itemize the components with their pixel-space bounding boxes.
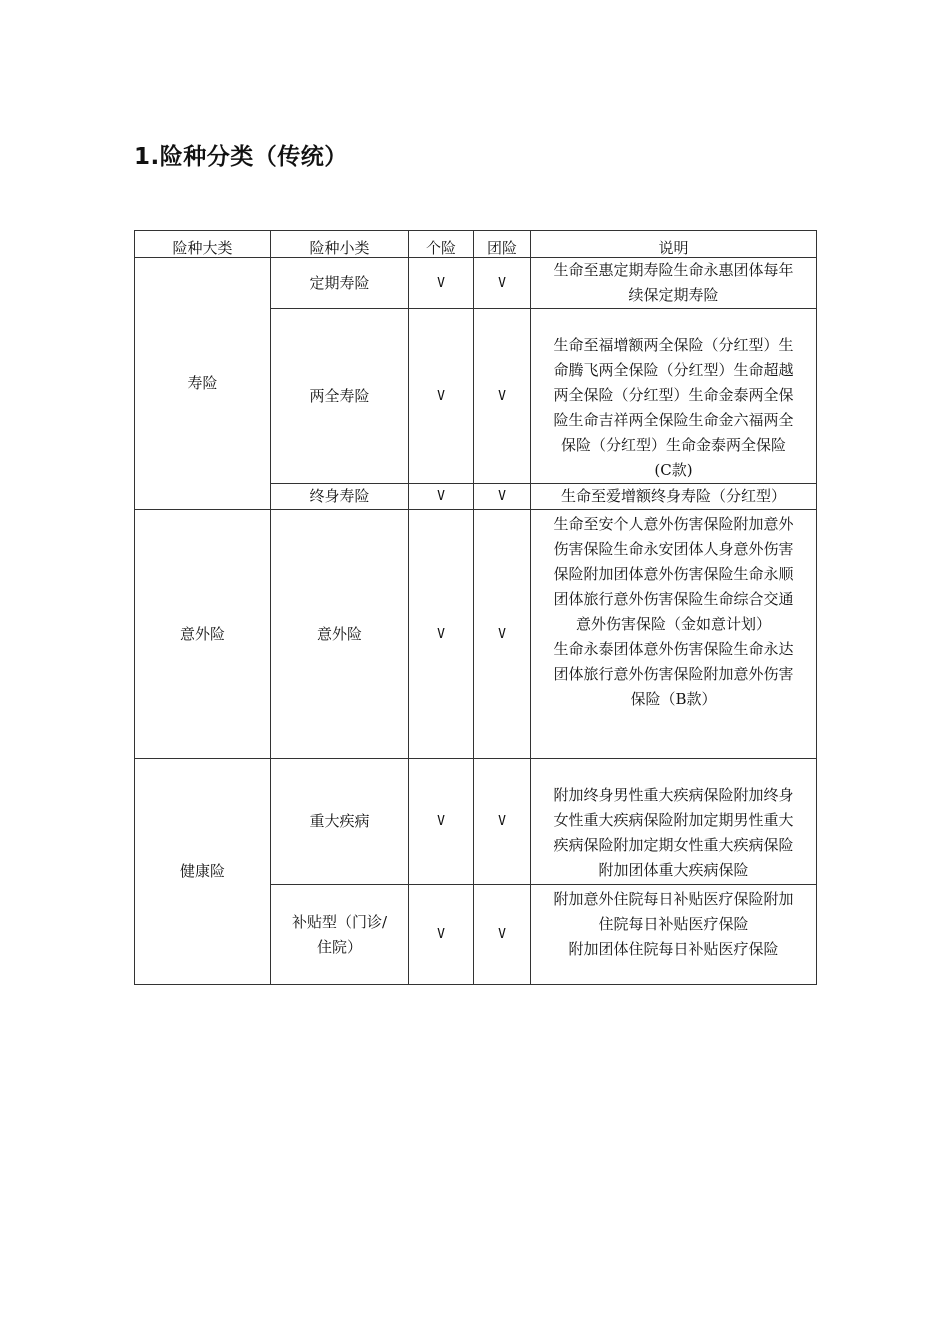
group-mark: V (474, 510, 531, 759)
subtype-cell: 意外险 (271, 510, 409, 759)
group-mark: V (474, 258, 531, 309)
individual-mark: V (409, 759, 474, 885)
description-line: 团体旅行意外伤害保险附加意外伤害 (553, 665, 794, 683)
description-line: 团体旅行意外伤害保险生命综合交通 (553, 590, 794, 608)
subtype-cell: 定期寿险 (271, 258, 409, 309)
description-line: 两全保险（分红型）生命金泰两全保 (553, 386, 794, 404)
subtype-cell: 两全寿险 (271, 309, 409, 484)
subtype-line: 补贴型（门诊/ (291, 912, 388, 931)
table-row (135, 759, 817, 885)
header-subtype: 险种小类 (271, 231, 409, 258)
group-mark: V (474, 484, 531, 510)
category-cell-life: 寿险 (135, 258, 271, 510)
description-line: 附加团体住院每日补贴医疗保险 (568, 940, 779, 958)
category-cell-accident: 意外险 (135, 510, 271, 759)
individual-mark: V (409, 510, 474, 759)
header-category: 险种大类 (135, 231, 271, 258)
subtype-cell (271, 885, 409, 985)
description-line: 保险（分红型）生命金泰两全保险 (560, 436, 786, 454)
header-individual: 个险 (409, 231, 474, 258)
description-line: 附加团体重大疾病保险 (598, 860, 749, 879)
description-line: 附加意外住院每日补贴医疗保险附加 (553, 890, 794, 908)
description-line: 生命永泰团体意外伤害保险生命永达 (553, 640, 794, 658)
group-mark: V (474, 759, 531, 885)
description-line: 附加终身男性重大疾病保险附加终身 (553, 785, 794, 804)
description-cell (531, 510, 817, 759)
description-line: 生命至福增额两全保险（分红型）生 (553, 336, 794, 354)
description-line: 生命至惠定期寿险生命永惠团体每年 (553, 261, 794, 279)
header-description: 说明 (531, 231, 817, 258)
description-line: 伤害保险生命永安团体人身意外伤害 (553, 540, 794, 558)
insurance-classification-table (134, 230, 817, 985)
description-cell (531, 309, 817, 484)
header-group: 团险 (474, 231, 531, 258)
description-cell (531, 258, 817, 309)
subtype-cell: 终身寿险 (271, 484, 409, 510)
group-mark: V (474, 309, 531, 484)
subtype-line: 住院） (316, 937, 362, 956)
description-line: 续保定期寿险 (628, 286, 719, 304)
description-line: 女性重大疾病保险附加定期男性重大 (553, 810, 794, 829)
description-line: 命腾飞两全保险（分红型）生命超越 (553, 361, 794, 379)
description-cell (531, 484, 817, 510)
category-cell-health: 健康险 (135, 759, 271, 985)
description-line: 保险（B款） (630, 690, 717, 708)
subtype-cell: 重大疾病 (271, 759, 409, 885)
description-cell (531, 885, 817, 985)
description-line: 生命至安个人意外伤害保险附加意外 (553, 515, 794, 533)
description-line: 住院每日补贴医疗保险 (598, 915, 749, 933)
individual-mark: V (409, 309, 474, 484)
table-row (135, 258, 817, 309)
description-cell (531, 759, 817, 885)
description-line: 疾病保险附加定期女性重大疾病保险 (553, 835, 794, 854)
table-header-row (135, 231, 817, 258)
description-line: 意外伤害保险（金如意计划） (575, 615, 771, 633)
description-line: 生命至爱增额终身寿险（分红型） (560, 487, 786, 505)
individual-mark: V (409, 484, 474, 510)
page-title: 1.险种分类（传统） (134, 144, 348, 170)
individual-mark: V (409, 885, 474, 985)
group-mark: V (474, 885, 531, 985)
table-row (135, 510, 817, 759)
description-line: 保险附加团体意外伤害保险生命永顺 (553, 565, 794, 583)
individual-mark: V (409, 258, 474, 309)
description-line: 险生命吉祥两全保险生命金六福两全 (553, 411, 794, 429)
description-line: (C款) (654, 461, 693, 479)
